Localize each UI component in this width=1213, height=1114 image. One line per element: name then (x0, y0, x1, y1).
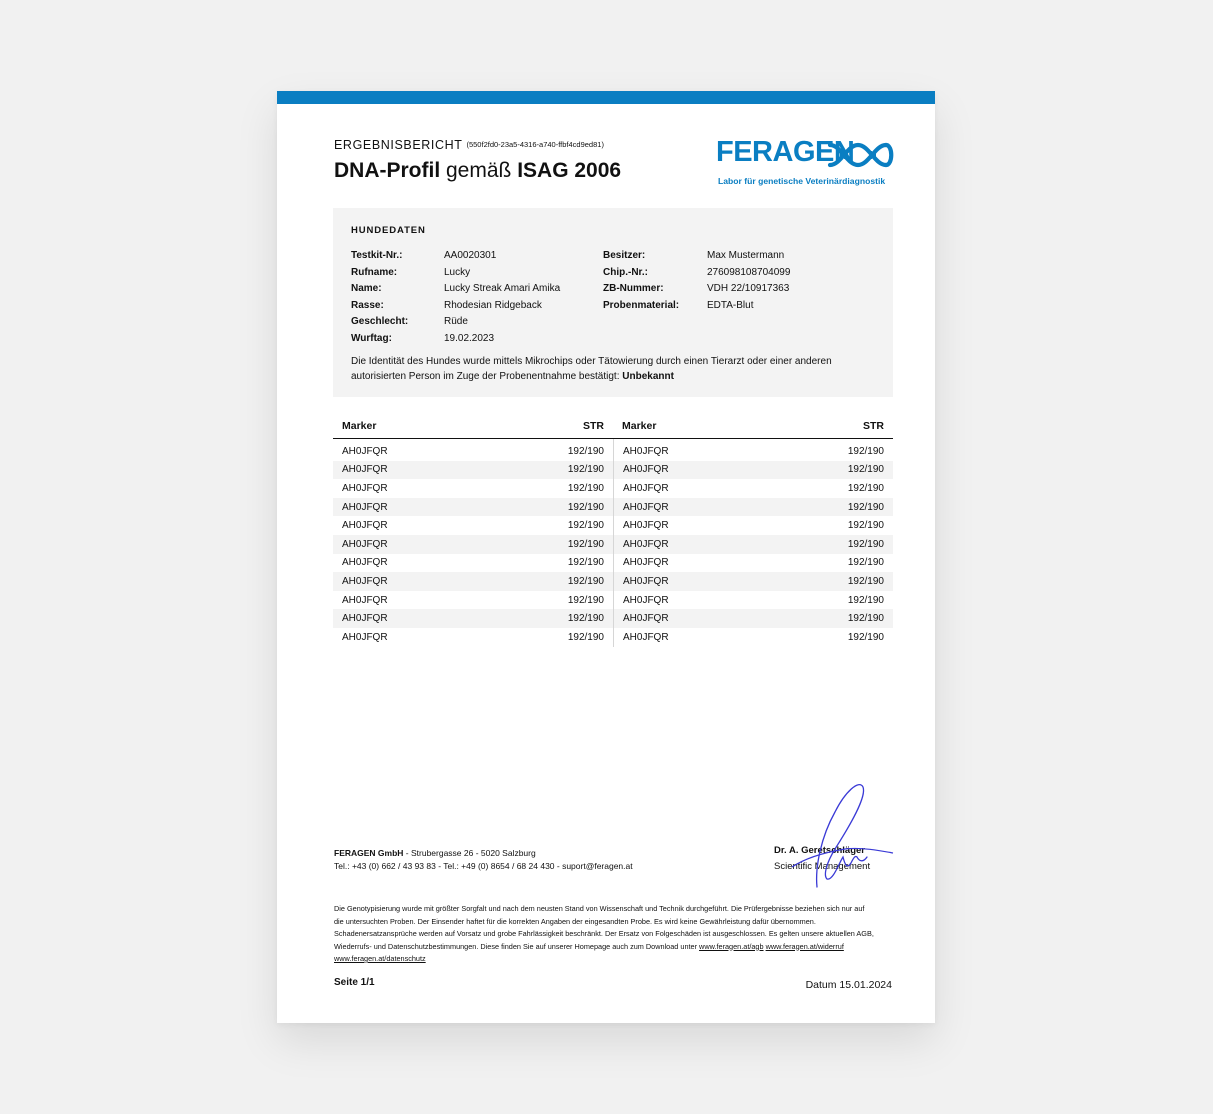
dog-field-label: Testkit-Nr.: (351, 250, 403, 261)
legal-disclaimer (334, 903, 874, 966)
col-marker-header: Marker (622, 420, 657, 432)
marker-cell: AH0JFQR (342, 575, 388, 587)
marker-column-left (333, 439, 613, 647)
dog-field-label: Besitzer: (603, 250, 646, 261)
dog-field-label: Name: (351, 283, 382, 294)
handwritten-signature (787, 777, 897, 897)
dog-field-label: Wurftag: (351, 332, 392, 344)
company-contact: Tel.: +43 (0) 662 / 43 93 83 - Tel.: +49 (0) 8654 / 68 24 430 - suport@feragen.at (334, 861, 633, 871)
dog-field-row (603, 298, 790, 315)
table-row (333, 554, 613, 573)
marker-cell: AH0JFQR (623, 464, 669, 476)
dog-field-value: AA0020301 (444, 250, 497, 261)
dog-data-left (351, 248, 560, 347)
logo-wordmark: FERAGEN (716, 136, 855, 168)
str-cell: 192/190 (567, 482, 604, 494)
logo-tagline: Labor für genetische Veterinärdiagnostik (718, 176, 886, 186)
dog-field-value: Lucky (444, 266, 471, 278)
report-date: Datum 15.01.2024 (805, 979, 892, 991)
table-row (614, 479, 893, 498)
dog-data-right (603, 248, 790, 314)
report-id: (550f2fd0-23a5-4316-a740-ffbf4cd9ed81) (466, 140, 604, 149)
marker-cell: AH0JFQR (342, 594, 388, 606)
table-row (333, 516, 613, 535)
table-row (614, 628, 893, 647)
str-cell: 192/190 (567, 520, 604, 532)
marker-cell: AH0JFQR (623, 613, 669, 625)
table-row (614, 591, 893, 610)
dog-field-row (351, 314, 560, 331)
marker-cell: AH0JFQR (623, 557, 669, 569)
table-row (333, 591, 613, 610)
col-str-header: STR (583, 420, 604, 432)
table-row (614, 572, 893, 591)
identity-note-text: Die Identität des Hundes wurde mittels Mikrochips oder Tätowierung durch einen Tierarzt oder einer anderen autorisierten Person im Zuge der Probenentnahme bestätigt: (351, 356, 832, 382)
str-cell: 192/190 (567, 575, 604, 587)
marker-cell: AH0JFQR (342, 613, 388, 625)
str-cell: 192/190 (847, 631, 884, 643)
marker-cell: AH0JFQR (623, 594, 669, 606)
signer-role: Scientific Management (774, 861, 871, 872)
header-left (333, 417, 613, 438)
top-accent-bar (277, 91, 935, 104)
str-cell: 192/190 (567, 464, 604, 476)
str-cell: 192/190 (567, 631, 604, 643)
dog-field-label: ZB-Nummer: (603, 283, 664, 294)
str-cell: 192/190 (847, 501, 884, 513)
company-address (334, 847, 633, 873)
dog-field-label: Rasse: (351, 299, 384, 311)
marker-table (333, 417, 893, 647)
marker-cell: AH0JFQR (623, 501, 669, 513)
table-row (614, 535, 893, 554)
marker-column-right (613, 439, 893, 647)
dog-field-row (603, 265, 790, 282)
table-row (614, 461, 893, 480)
identity-note (351, 355, 881, 384)
marker-table-header (333, 417, 893, 439)
page-number: Seite 1/1 (334, 977, 375, 988)
legal-text: Die Genotypisierung wurde mit größter Sorgfalt und nach dem neusten Stand von Wissenschaft und Technik durchgeführt. Die Prüfergebnisse beziehen sich nur auf die untersuchten Proben. Der Einsender haftet für die korrekten Angaben der eingesandten Probe. Es wird keine Gewährleistung dafür übernommen. Schadenersatzansprüche werden auf Vorsatz und grobe Fahrlässigkeit beschränkt. Der Ersatz von Folgeschäden ist ausgeschlossen. Es gelten unsere aktuellen AGB, Wiederrufs- und Datenschutzbestimmungen. Diese finden Sie auf unserer Homepage auch zum Download unter (334, 904, 874, 951)
str-cell: 192/190 (567, 557, 604, 569)
marker-cell: AH0JFQR (342, 482, 388, 494)
dog-field-row (351, 265, 560, 282)
marker-cell: AH0JFQR (342, 631, 388, 643)
link-widerruf[interactable]: www.feragen.at/widerruf (765, 941, 844, 951)
title-part-2: gemäß (440, 159, 518, 182)
report-kicker-label: ERGEBNISBERICHT (334, 138, 463, 152)
dog-field-value: EDTA-Blut (707, 299, 754, 311)
table-row (333, 609, 613, 628)
dna-helix-icon (827, 141, 895, 169)
link-datenschutz[interactable]: www.feragen.at/datenschutz (334, 954, 426, 963)
dog-field-value: 19.02.2023 (444, 332, 495, 344)
dog-field-label: Geschlecht: (351, 316, 409, 327)
str-cell: 192/190 (847, 464, 884, 476)
header-right (613, 417, 893, 438)
marker-cell: AH0JFQR (342, 501, 388, 513)
dog-field-value: 276098108704099 (707, 266, 791, 278)
marker-cell: AH0JFQR (342, 464, 388, 476)
dog-field-value: VDH 22/10917363 (707, 283, 790, 294)
marker-cell: AH0JFQR (623, 575, 669, 587)
table-row (333, 461, 613, 480)
col-marker-header: Marker (342, 420, 377, 432)
table-row (614, 516, 893, 535)
title-part-1: DNA-Profil (334, 159, 441, 182)
str-cell: 192/190 (847, 613, 884, 625)
company-street: - Strubergasse 26 - 5020 Salzburg (403, 848, 536, 858)
col-str-header: STR (863, 420, 884, 432)
str-cell: 192/190 (847, 575, 884, 587)
marker-cell: AH0JFQR (623, 631, 669, 643)
link-agb[interactable]: www.feragen.at/agb (699, 941, 764, 951)
marker-cell: AH0JFQR (623, 445, 669, 457)
table-row (333, 628, 613, 647)
marker-cell: AH0JFQR (342, 557, 388, 569)
dog-field-row (603, 248, 790, 265)
dog-field-label: Chip.-Nr.: (603, 266, 648, 278)
report-page (277, 91, 935, 1023)
table-row (333, 479, 613, 498)
str-cell: 192/190 (567, 501, 604, 513)
str-cell: 192/190 (567, 538, 604, 550)
dog-field-row (351, 248, 560, 265)
table-row (614, 609, 893, 628)
str-cell: 192/190 (567, 594, 604, 606)
table-row (333, 498, 613, 517)
str-cell: 192/190 (847, 445, 884, 457)
str-cell: 192/190 (847, 520, 884, 532)
table-row (614, 554, 893, 573)
dog-data-title: HUNDEDATEN (351, 225, 426, 236)
table-row (333, 442, 613, 461)
marker-cell: AH0JFQR (342, 520, 388, 532)
table-row (333, 572, 613, 591)
str-cell: 192/190 (847, 557, 884, 569)
dog-field-row (603, 281, 790, 298)
table-row (333, 535, 613, 554)
str-cell: 192/190 (567, 445, 604, 457)
company-name: FERAGEN GmbH (334, 848, 404, 858)
dog-field-row (351, 331, 560, 348)
title-part-3: ISAG 2006 (517, 159, 622, 182)
dog-field-row (351, 281, 560, 298)
marker-cell: AH0JFQR (342, 538, 388, 550)
dog-data-panel (333, 208, 893, 397)
table-row (614, 442, 893, 461)
feragen-logo (716, 136, 896, 188)
dog-field-value: Rhodesian Ridgeback (444, 299, 542, 311)
dog-field-label: Rufname: (351, 266, 398, 278)
str-cell: 192/190 (567, 613, 604, 625)
report-title (334, 159, 621, 183)
str-cell: 192/190 (847, 538, 884, 550)
marker-table-body (333, 439, 893, 647)
report-kicker (334, 138, 604, 152)
identity-status: Unbekannt (622, 370, 674, 382)
dog-field-row (351, 298, 560, 315)
dog-field-value: Max Mustermann (707, 250, 785, 261)
dog-field-label: Probenmaterial: (603, 299, 680, 311)
marker-cell: AH0JFQR (623, 482, 669, 494)
marker-cell: AH0JFQR (623, 538, 669, 550)
marker-cell: AH0JFQR (623, 520, 669, 532)
table-row (614, 498, 893, 517)
signer-name: Dr. A. Geretschläger (774, 845, 865, 856)
marker-cell: AH0JFQR (342, 445, 388, 457)
dog-field-value: Rüde (444, 316, 468, 327)
str-cell: 192/190 (847, 482, 884, 494)
str-cell: 192/190 (847, 594, 884, 606)
dog-field-value: Lucky Streak Amari Amika (444, 283, 561, 294)
